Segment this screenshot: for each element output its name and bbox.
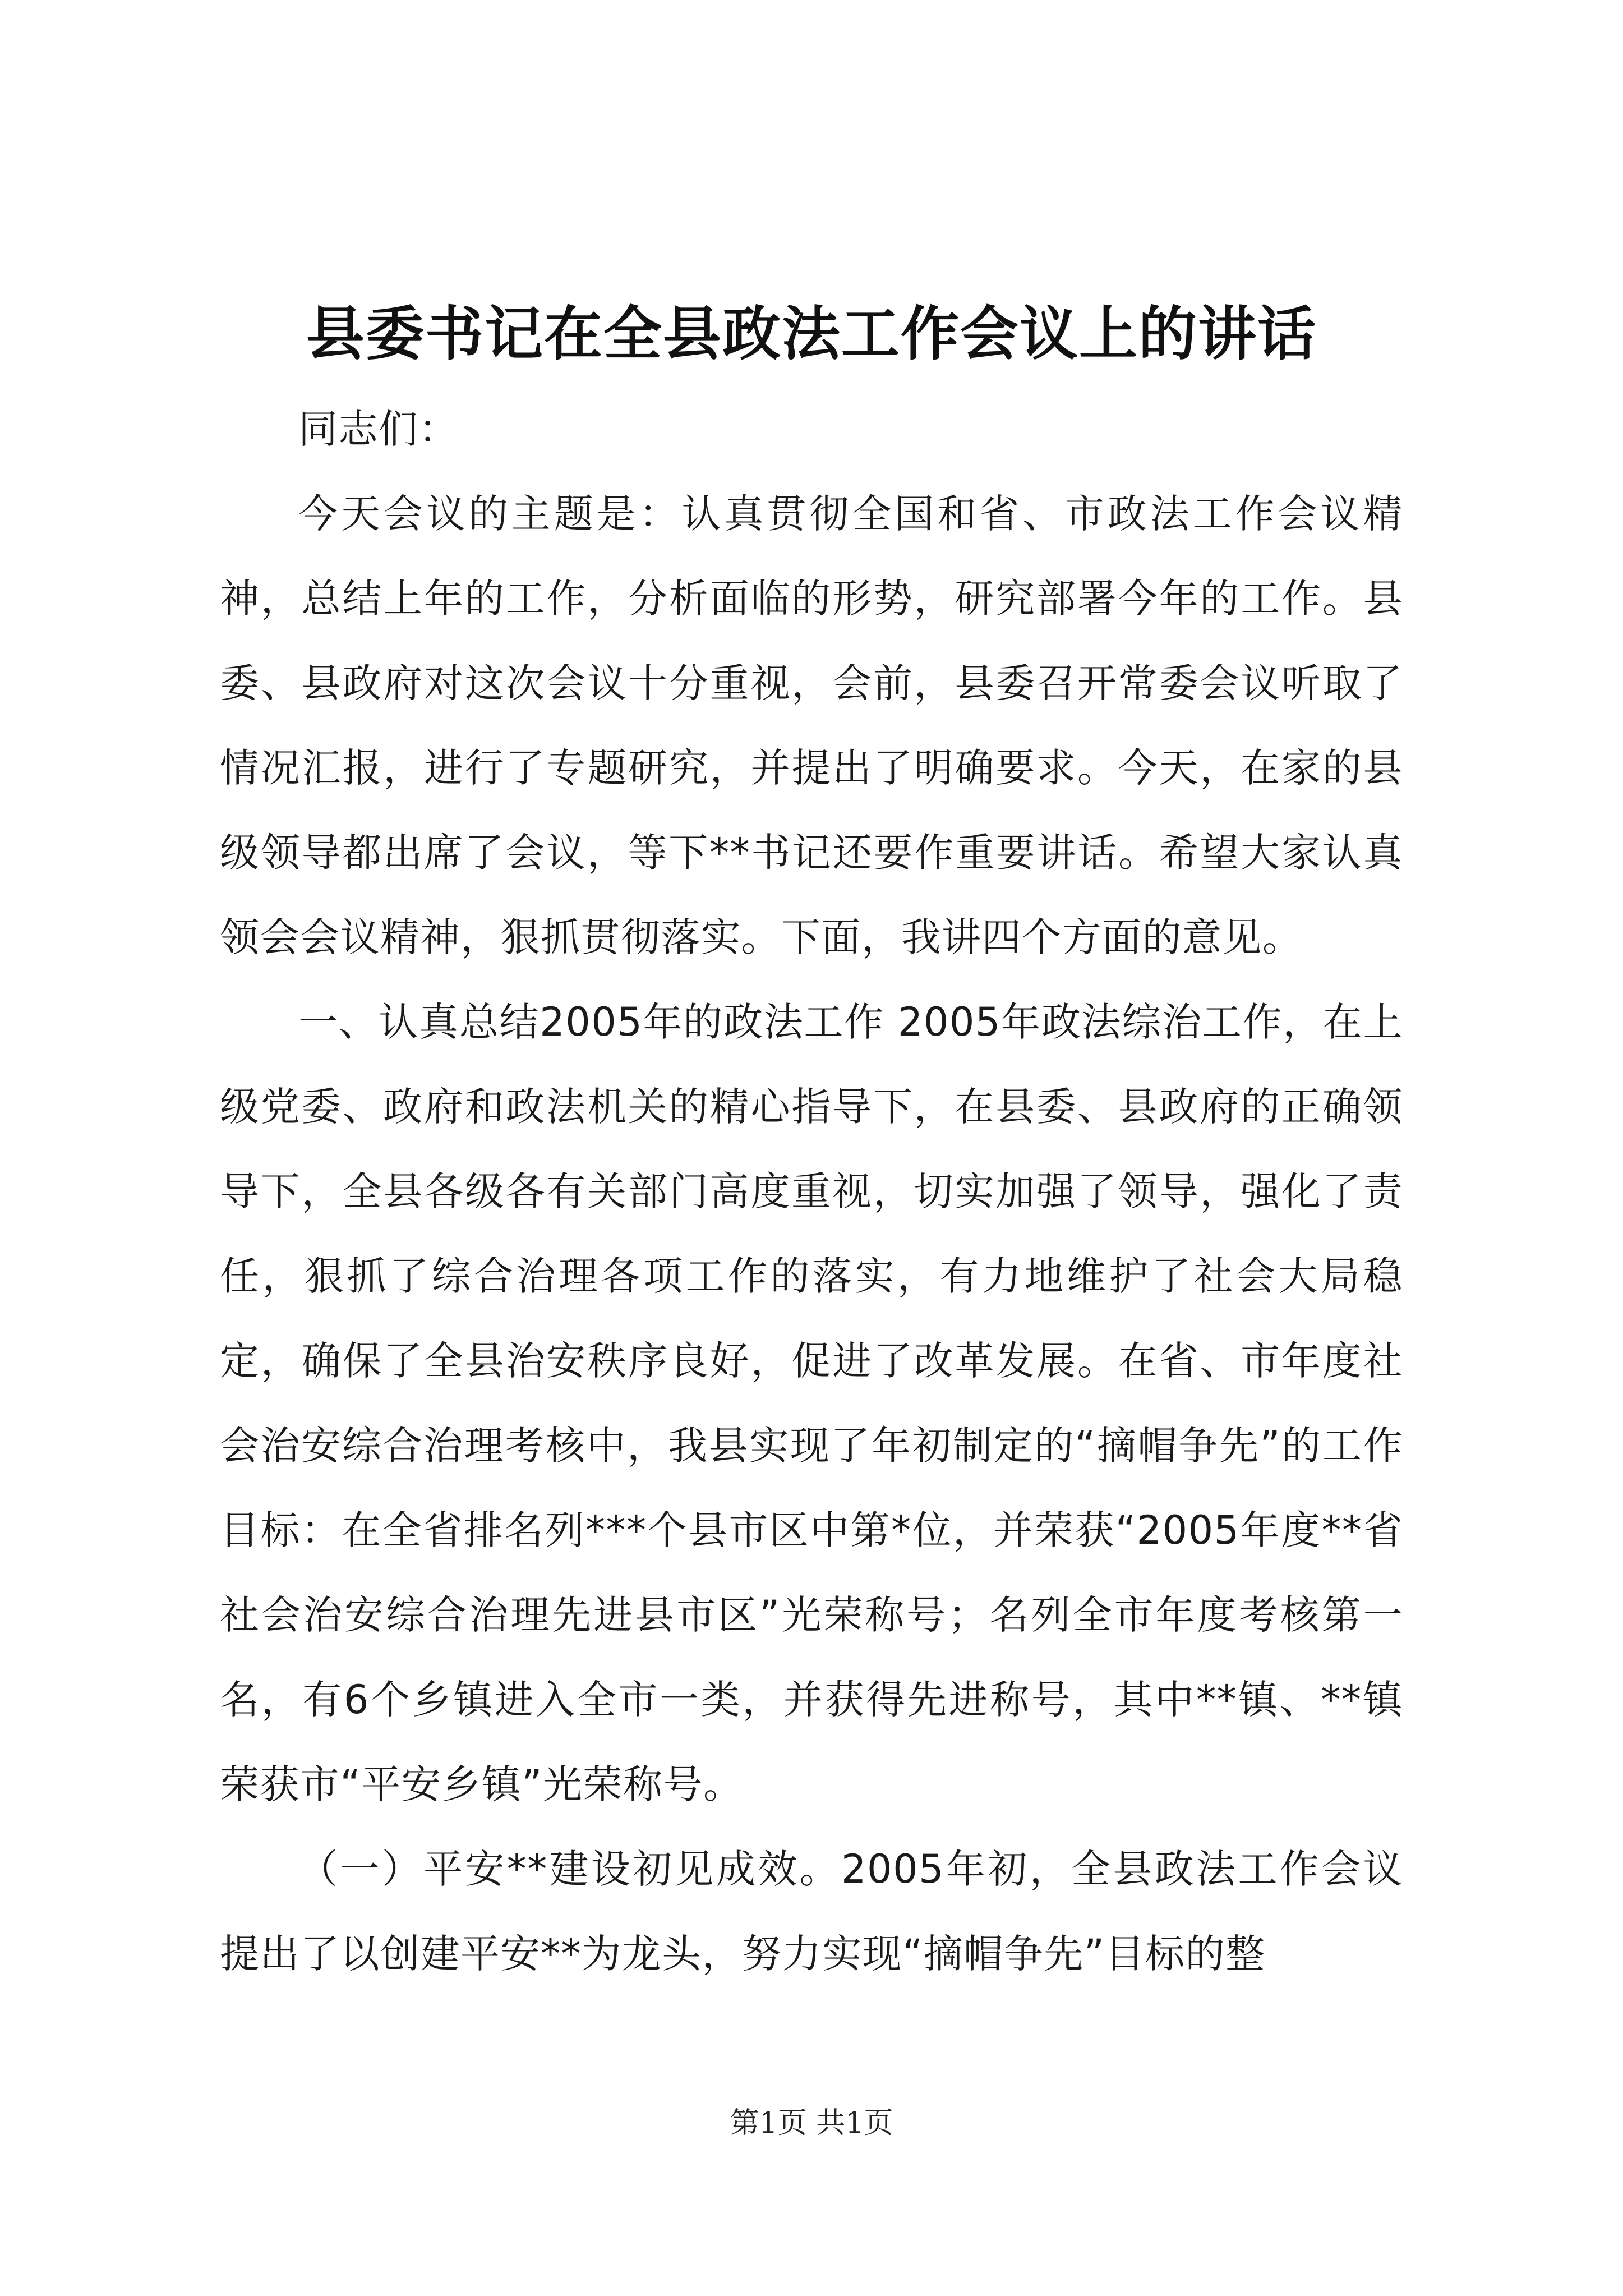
page-number-footer: 第1页 共1页 bbox=[730, 2106, 893, 2140]
document-title: 县委书记在全县政法工作会议上的讲话 bbox=[306, 299, 1317, 368]
subsection-one-paragraph: （一）平安**建设初见成效。2005年初，全县政法工作会议提出了以创建平安**为龙头，努力实现“摘帽争先”目标的整 bbox=[220, 1846, 1403, 1977]
document-body bbox=[220, 387, 1403, 1996]
intro-paragraph: 今天会议的主题是：认真贯彻全国和省、市政法工作会议精神，总结上年的工作，分析面临的形势，研究部署今年的工作。县委、县政府对这次会议十分重视，会前，县委召开常委会议听取了情况汇报，进行了专题研究，并提出了明确要求。今天，在家的县级领导都出席了会议，等下**书记还要作重要讲话。希望大家认真领会会议精神，狠抓贯彻落实。下面，我讲四个方面的意见。 bbox=[220, 491, 1403, 960]
salutation-paragraph: 同志们： bbox=[298, 406, 459, 452]
section-one-paragraph: 一、认真总结2005年的政法工作 2005年政法综治工作，在上级党委、政府和政法机关的精心指导下，在县委、县政府的正确领导下，全县各级各有关部门高度重视，切实加强了领导，强化了责任，狠抓了综合治理各项工作的落实，有力地维护了社会大局稳定，确保了全县治安秩序良好，促进了改革发展。在省、市年度社会治安综合治理考核中，我县实现了年初制定的“摘帽争先”的工作目标：在全省排名列***个县市区中第*位，并荣获“2005年度**省社会治安综合治理先进县市区”光荣称号；名列全市年度考核第一名，有6个乡镇进入全市一类，并获得先进称号，其中**镇、**镇荣获市“平安乡镇”光荣称号。 bbox=[220, 999, 1403, 1807]
